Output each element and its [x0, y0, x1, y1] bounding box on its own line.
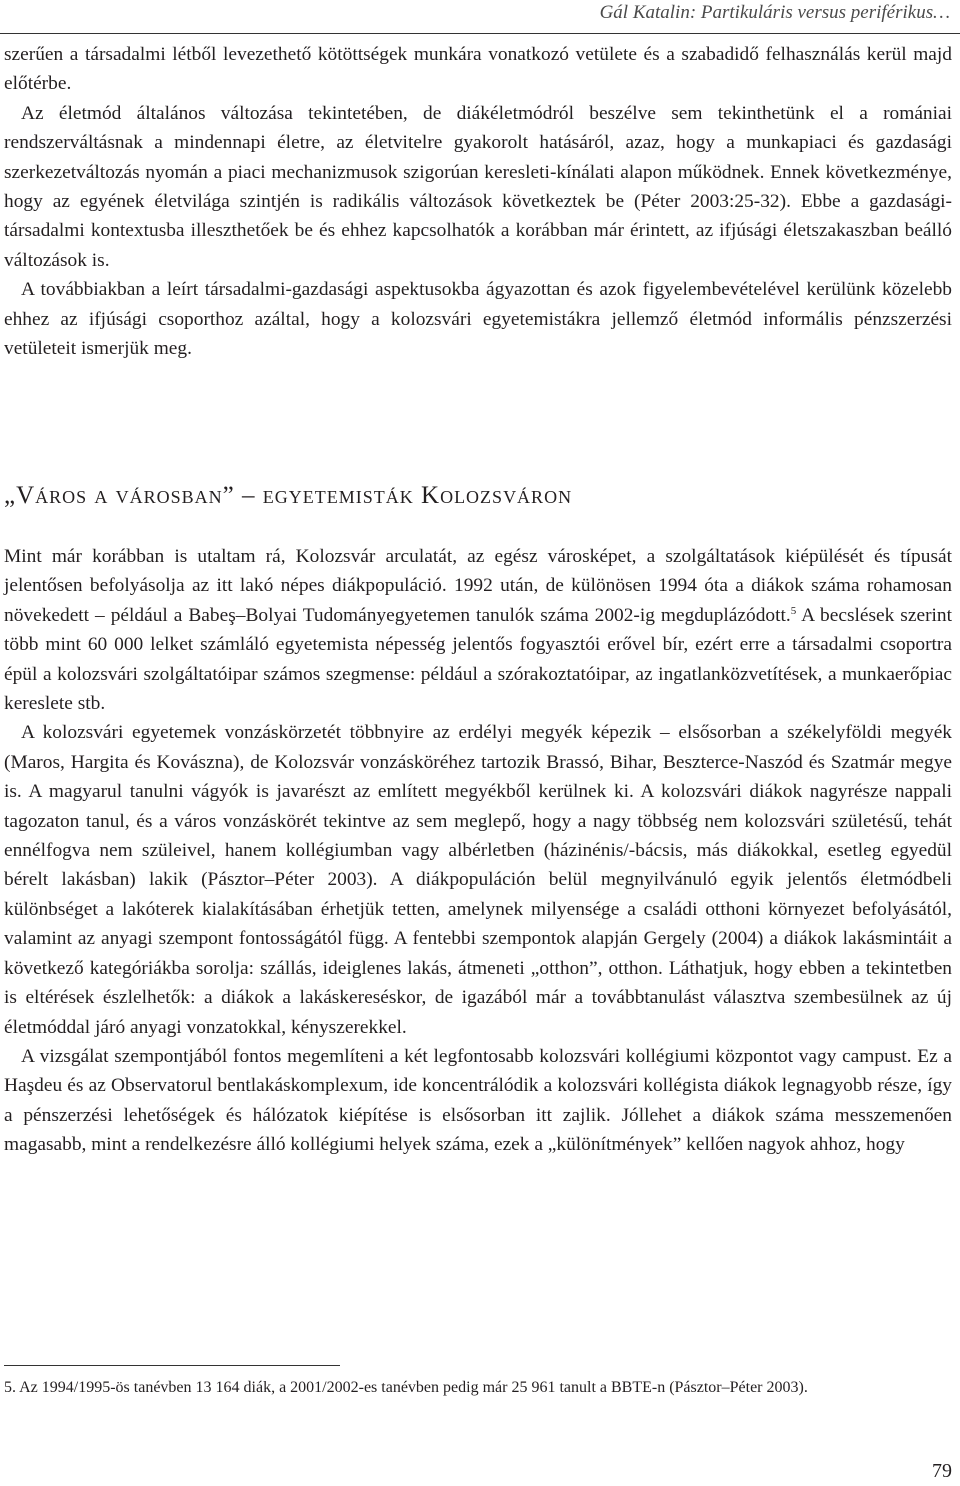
header-rule [0, 33, 960, 34]
paragraph [4, 542, 952, 718]
section-heading: „Város a városban” – egyetemisták Kolozsváron [4, 482, 573, 509]
paragraph: szerűen a társadalmi létből levezethető kötöttségek munkára vonatkozó vetülete és a szabadidő felhasználás kerül majd előtérbe. [4, 44, 952, 95]
intro-text [4, 40, 952, 363]
paragraph: A kolozsvári egyetemek vonzáskörzetét többnyire az erdélyi megyék képezik – elsősorban a székelyföldi megyék (Maros, Hargita és Kovászna), de Kolozsvár vonzásköréhez tartozik Brassó, Bihar, Beszterce-Naszód és Szatmár megye is. A magyarul tanulni vágyók is javarészt az említett megyékből kerülnek ki. A kolozsvári diákok nagyrésze nappali tagozaton tanul, és a város vonzáskörét tekintve az sem meglepő, hogy a nagy többség nem kolozsvári születésű, tehát ennélfogva nem szüleivel, hanem kollégiumban vagy albérletben (házinénis/-bácsis, más diákokkal, esetleg egyedül bérelt lakásban) lakik (Pásztor–Péter 2003). A diákpopuláción belül megnyilvánuló egyik jelentős életmódbeli különbséget a lakóterek kialakításában érhetjük tetten, amelynek milyensége a családi otthoni környezet befolyásától, valamint az anyagi szempont fontosságától függ. A fentebbi szempontok alapján Gergely (2004) a diákok lakásmintáit a következő kategóriákba sorolja: szállás, ideiglenes lakás, átmeneti „otthon”, otthon. Láthatjuk, hogy ebben a tekintetben is eltérések észlelhetők: a diákok a lakáskereséskor, de igazából már a továbbtanulást választva szembesülnek az új életmóddal járó anyagi vonzatokkal, kényszerekkel. [4, 722, 952, 1038]
page-number: 79 [932, 1460, 952, 1482]
paragraph: A vizsgálat szempontjából fontos megemlíteni a két legfontosabb kolozsvári kollégiumi központot vagy campust. Ez a Haşdeu és az Observatorul bentlakáskomplexum, ide koncentrálódik a kolozsvári kollégista diákok legnagyobb része, így a pénszerzési lehetőségek és hálózatok kiépítése is elsősorban itt zajlik. Jóllehet a diákok száma messzemenően magasabb, mint a rendelkezésre álló kollégiumi helyek száma, ezek a „különítmények” kellően nagyok ahhoz, hogy [4, 1045, 952, 1156]
footnote-reference[interactable]: 5 [790, 604, 797, 617]
paragraph-text: Mint már korábban is utaltam rá, Kolozsvár arculatát, az egész városképet, a szolgáltatások kiépülését és típusát jelentősen befolyásolja az itt lakó népes diákpopuláció. 1992 után, de különösen 1994 óta a diákok száma rohamosan növekedett – például a Babeş–Bolyai Tudományegyetemen tanulók száma 2002-ig megduplázódott. [4, 546, 952, 626]
footnote-rule [4, 1365, 340, 1366]
running-head: Gál Katalin: Partikuláris versus periférikus… [599, 2, 950, 23]
paragraph: A továbbiakban a leírt társadalmi-gazdasági aspektusokba ágyazottan és azok figyelembevételével kerülünk közelebb ehhez az ifjúsági csoporthoz azáltal, hogy a kolozsvári egyetemistákra jellemző életmód informális pénzszerzési vetületeit ismerjük meg. [4, 279, 952, 360]
footnote: 5. Az 1994/1995-ös tanévben 13 164 diák, a 2001/2002-es tanévben pedig már 25 961 tanult a BBTE-n (Pásztor–Péter 2003). [4, 1379, 808, 1396]
paragraph: Az életmód általános változása tekintetében, de diákéletmódról beszélve sem tekinthetünk el a romániai rendszerváltásnak a mindennapi életre, az életvitelre gyakorolt hatásáról, azaz, hogy a munkapiaci és gazdasági szerkezetváltozás nyomán a piaci mechanizmusok szigorúan keresleti-kínálati alapon működnek. Ennek következménye, hogy az egyének életvilága szintjén is radikális változások következtek be (Péter 2003:25-32). Ebbe a gazdasági-társadalmi kontextusba illeszthetőek be és ehhez kapcsolhatók a korábban már érintett, az ifjúsági életszakaszban beálló változások is. [4, 102, 952, 271]
section-text [4, 542, 952, 1160]
paragraph-text: A becslések szerint több mint 60 000 lelket számláló egyetemista népesség jelentős fogyasztói erővel bír, ezért erre a társadalmi csoportra épül a kolozsvári szolgáltatóipar számos szegmense: például a szórakoztatóipar, az ingatlanközvetítések, a munkaerőpiac kereslete stb. [4, 604, 952, 715]
